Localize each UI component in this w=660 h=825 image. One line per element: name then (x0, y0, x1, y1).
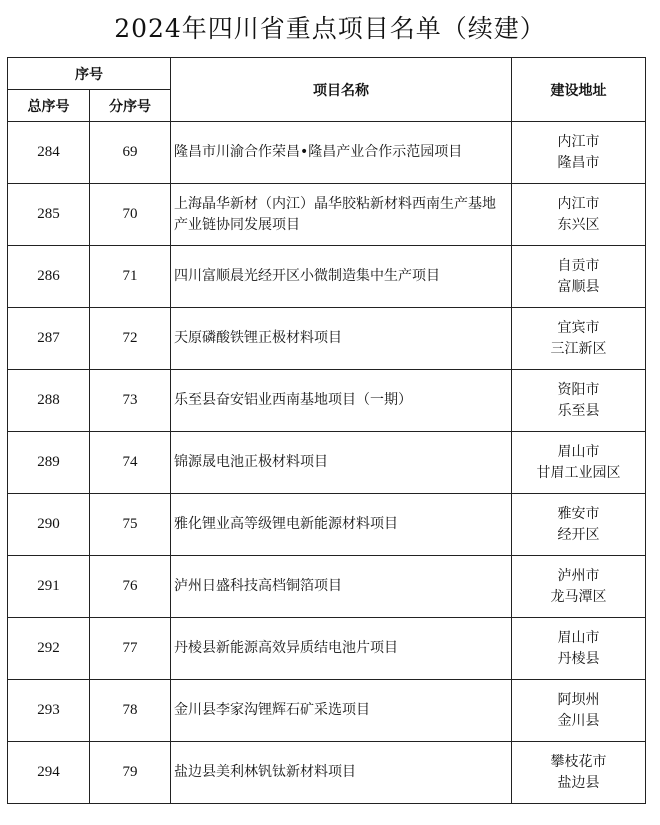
location-cell (512, 246, 646, 308)
location-district: 富顺县 (557, 278, 600, 295)
location-cell (512, 494, 646, 556)
project-name-cell: 丹棱县新能源高效异质结电池片项目 (171, 618, 512, 680)
location-city: 攀枝花市 (550, 753, 607, 770)
project-name-cell: 金川县李家沟锂辉石矿采选项目 (171, 680, 512, 742)
table-row (8, 680, 646, 742)
total-sequence-cell: 284 (8, 122, 90, 184)
header-location: 建设地址 (512, 58, 646, 122)
sub-sequence-cell: 73 (90, 370, 171, 432)
sub-sequence-cell: 78 (90, 680, 171, 742)
project-name-cell: 锦源晟电池正极材料项目 (171, 432, 512, 494)
location-city: 内江市 (557, 195, 600, 212)
location-district: 经开区 (557, 526, 600, 543)
location-district: 甘眉工业园区 (536, 464, 621, 481)
location-city: 雅安市 (557, 505, 600, 522)
project-name-cell: 雅化锂业高等级锂电新能源材料项目 (171, 494, 512, 556)
location-cell (512, 432, 646, 494)
sub-sequence-cell: 71 (90, 246, 171, 308)
sub-sequence-cell: 70 (90, 184, 171, 246)
location-district: 乐至县 (557, 402, 600, 419)
sub-sequence-cell: 74 (90, 432, 171, 494)
table-row (8, 246, 646, 308)
page-title: 2024年四川省重点项目名单（续建） (114, 14, 546, 43)
table-row (8, 742, 646, 804)
total-sequence-cell: 286 (8, 246, 90, 308)
project-name-cell: 盐边县美利林钒钛新材料项目 (171, 742, 512, 804)
total-sequence-cell: 294 (8, 742, 90, 804)
total-sequence-cell: 290 (8, 494, 90, 556)
location-city: 眉山市 (557, 443, 600, 460)
sub-sequence-cell: 72 (90, 308, 171, 370)
project-name-cell: 乐至县奋安铝业西南基地项目（一期） (171, 370, 512, 432)
project-name-cell: 泸州日盛科技高档铜箔项目 (171, 556, 512, 618)
location-cell (512, 680, 646, 742)
project-name-cell: 天原磷酸铁锂正极材料项目 (171, 308, 512, 370)
location-district: 龙马潭区 (550, 588, 607, 605)
location-cell (512, 184, 646, 246)
table-row (8, 122, 646, 184)
location-cell (512, 556, 646, 618)
location-cell (512, 742, 646, 804)
sub-sequence-cell: 75 (90, 494, 171, 556)
location-city: 资阳市 (557, 381, 600, 398)
location-cell (512, 618, 646, 680)
project-name-cell: 隆昌市川渝合作荣昌•隆昌产业合作示范园项目 (171, 122, 512, 184)
location-city: 泸州市 (557, 567, 600, 584)
table-row (8, 494, 646, 556)
location-district: 盐边县 (557, 774, 600, 791)
table-row (8, 432, 646, 494)
total-sequence-cell: 285 (8, 184, 90, 246)
location-city: 眉山市 (557, 629, 600, 646)
table-row (8, 370, 646, 432)
location-city: 宜宾市 (557, 319, 600, 336)
total-sequence-cell: 291 (8, 556, 90, 618)
table-row (8, 184, 646, 246)
total-sequence-cell: 288 (8, 370, 90, 432)
location-cell (512, 308, 646, 370)
location-district: 三江新区 (550, 340, 607, 357)
location-city: 内江市 (557, 133, 600, 150)
location-district: 隆昌市 (557, 154, 600, 171)
header-project-name: 项目名称 (171, 58, 512, 122)
location-cell (512, 370, 646, 432)
sub-sequence-cell: 69 (90, 122, 171, 184)
project-table (7, 57, 646, 804)
location-cell (512, 122, 646, 184)
total-sequence-cell: 293 (8, 680, 90, 742)
total-sequence-cell: 287 (8, 308, 90, 370)
sub-sequence-cell: 77 (90, 618, 171, 680)
header-sequence: 序号 (8, 58, 171, 90)
location-district: 金川县 (557, 712, 600, 729)
project-name-cell: 上海晶华新材（内江）晶华胶粘新材料西南生产基地产业链协同发展项目 (171, 184, 512, 246)
sub-sequence-cell: 79 (90, 742, 171, 804)
project-name-cell: 四川富顺晨光经开区小微制造集中生产项目 (171, 246, 512, 308)
table-row (8, 556, 646, 618)
location-district: 东兴区 (557, 216, 600, 233)
table-row (8, 308, 646, 370)
header-total-sequence: 总序号 (8, 90, 90, 122)
total-sequence-cell: 289 (8, 432, 90, 494)
location-district: 丹棱县 (557, 650, 600, 667)
table-row (8, 618, 646, 680)
location-city: 阿坝州 (557, 691, 600, 708)
location-city: 自贡市 (557, 257, 600, 274)
sub-sequence-cell: 76 (90, 556, 171, 618)
header-sub-sequence: 分序号 (90, 90, 171, 122)
total-sequence-cell: 292 (8, 618, 90, 680)
